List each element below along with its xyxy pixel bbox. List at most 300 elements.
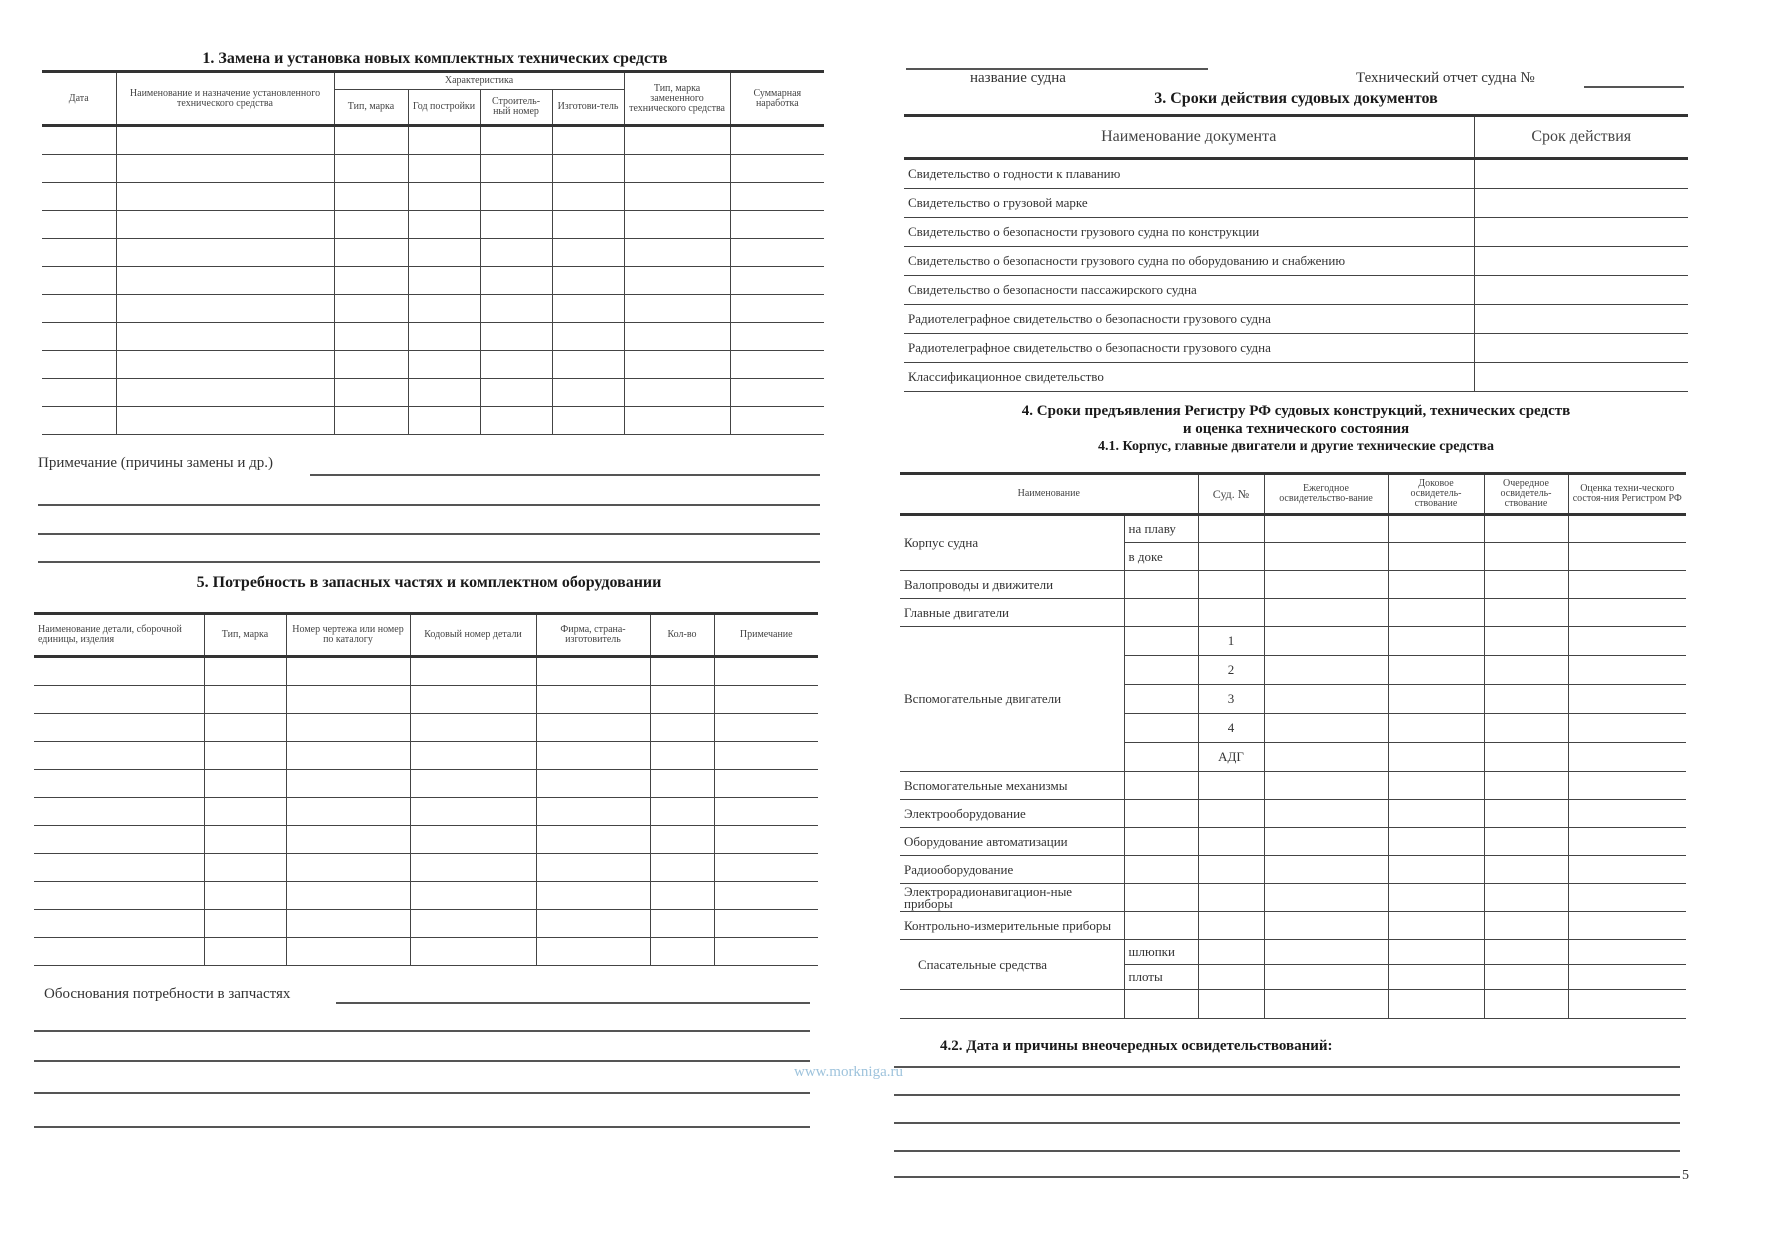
- table-cell[interactable]: [410, 714, 536, 742]
- table-cell[interactable]: [286, 686, 410, 714]
- table-cell[interactable]: [1484, 990, 1568, 1019]
- table-cell[interactable]: [480, 379, 552, 407]
- table-cell[interactable]: [1568, 828, 1686, 856]
- table-cell[interactable]: [42, 379, 116, 407]
- table-cell[interactable]: [116, 267, 334, 295]
- table-cell[interactable]: [900, 990, 1124, 1019]
- table-cell[interactable]: [650, 910, 714, 938]
- table-cell[interactable]: [1484, 940, 1568, 965]
- table-cell[interactable]: [480, 351, 552, 379]
- table-cell[interactable]: [1198, 571, 1264, 599]
- table-cell[interactable]: [42, 126, 116, 155]
- table-cell[interactable]: [334, 295, 408, 323]
- table-cell[interactable]: [624, 267, 730, 295]
- table-cell[interactable]: [1568, 940, 1686, 965]
- table-cell[interactable]: [1484, 884, 1568, 912]
- table-cell[interactable]: [334, 351, 408, 379]
- table-cell[interactable]: [410, 657, 536, 686]
- table-cell[interactable]: [1568, 571, 1686, 599]
- table-cell[interactable]: [1484, 515, 1568, 543]
- page-number: 5: [1682, 1168, 1689, 1183]
- table-cell[interactable]: [1264, 800, 1388, 828]
- table-cell[interactable]: [408, 239, 480, 267]
- table-cell[interactable]: [552, 239, 624, 267]
- table-cell[interactable]: [624, 379, 730, 407]
- table-cell[interactable]: [1388, 714, 1484, 743]
- table-cell[interactable]: [1264, 714, 1388, 743]
- table-cell[interactable]: [1264, 990, 1388, 1019]
- table-cell[interactable]: [1484, 656, 1568, 685]
- table-cell[interactable]: [650, 854, 714, 882]
- table-cell[interactable]: [334, 267, 408, 295]
- justification-line[interactable]: [336, 1002, 810, 1004]
- note-line[interactable]: [38, 504, 820, 506]
- table-cell[interactable]: [334, 239, 408, 267]
- table-cell[interactable]: [1568, 515, 1686, 543]
- validity-cell[interactable]: [1474, 189, 1688, 218]
- table-cell[interactable]: [42, 351, 116, 379]
- reason-line[interactable]: [894, 1176, 1680, 1178]
- table-cell[interactable]: [408, 295, 480, 323]
- table-cell[interactable]: [42, 239, 116, 267]
- table-cell[interactable]: [624, 351, 730, 379]
- table-cell[interactable]: [730, 351, 824, 379]
- table-cell[interactable]: [1388, 965, 1484, 990]
- table-cell[interactable]: [286, 854, 410, 882]
- table-cell[interactable]: [730, 126, 824, 155]
- validity-cell[interactable]: [1474, 276, 1688, 305]
- table-cell[interactable]: [1568, 599, 1686, 627]
- table-cell[interactable]: [1484, 800, 1568, 828]
- table-cell[interactable]: [1264, 965, 1388, 990]
- table-cell[interactable]: [1198, 884, 1264, 912]
- table-cell[interactable]: [410, 826, 536, 854]
- table-cell[interactable]: [480, 126, 552, 155]
- table-cell[interactable]: [34, 798, 204, 826]
- table-cell[interactable]: [1388, 884, 1484, 912]
- table-cell[interactable]: [408, 267, 480, 295]
- table-cell[interactable]: [1124, 856, 1198, 884]
- table-cell[interactable]: [1388, 515, 1484, 543]
- validity-cell[interactable]: [1474, 218, 1688, 247]
- table-cell[interactable]: [1568, 884, 1686, 912]
- table-cell[interactable]: [1568, 912, 1686, 940]
- note-line[interactable]: [38, 533, 820, 535]
- table-cell[interactable]: [730, 379, 824, 407]
- table-cell[interactable]: [1264, 656, 1388, 685]
- table-cell[interactable]: [34, 826, 204, 854]
- table-cell[interactable]: [34, 882, 204, 910]
- table-cell[interactable]: [536, 910, 650, 938]
- justification-line[interactable]: [34, 1092, 810, 1094]
- table-cell[interactable]: [286, 798, 410, 826]
- table-cell[interactable]: [286, 657, 410, 686]
- table-cell[interactable]: [714, 770, 818, 798]
- ship-name-label: название судна: [970, 70, 1066, 86]
- table-cell[interactable]: [1388, 627, 1484, 656]
- table-cell[interactable]: [34, 938, 204, 966]
- table-cell[interactable]: [1198, 912, 1264, 940]
- table-cell[interactable]: [536, 938, 650, 966]
- table-cell[interactable]: [714, 686, 818, 714]
- table-cell[interactable]: [34, 686, 204, 714]
- table-cell[interactable]: [552, 379, 624, 407]
- section5-title: 5. Потребность в запасных частях и комплектном оборудовании: [196, 574, 662, 591]
- table-cell[interactable]: [116, 323, 334, 351]
- validity-cell[interactable]: [1474, 305, 1688, 334]
- table-cell[interactable]: [116, 407, 334, 435]
- table-cell[interactable]: [334, 211, 408, 239]
- table-cell[interactable]: [714, 882, 818, 910]
- table-cell[interactable]: [552, 267, 624, 295]
- table-cell[interactable]: [1568, 800, 1686, 828]
- table-cell[interactable]: [1568, 714, 1686, 743]
- table-cell[interactable]: [42, 183, 116, 211]
- justification-line[interactable]: [34, 1060, 810, 1062]
- table-cell[interactable]: [536, 854, 650, 882]
- table-cell[interactable]: [286, 742, 410, 770]
- note-line[interactable]: [38, 561, 820, 563]
- table-cell[interactable]: [1198, 772, 1264, 800]
- table-cell[interactable]: [1568, 656, 1686, 685]
- table-row: [34, 657, 818, 686]
- table-cell[interactable]: [624, 295, 730, 323]
- table-cell[interactable]: [408, 211, 480, 239]
- table-cell[interactable]: [1198, 515, 1264, 543]
- table-cell[interactable]: [1388, 828, 1484, 856]
- table-cell[interactable]: [408, 323, 480, 351]
- table-cell[interactable]: [730, 239, 824, 267]
- validity-cell[interactable]: [1474, 159, 1688, 189]
- table-cell[interactable]: [34, 854, 204, 882]
- table-cell[interactable]: [624, 126, 730, 155]
- table-cell[interactable]: [730, 211, 824, 239]
- table-cell[interactable]: [334, 379, 408, 407]
- table-cell[interactable]: [334, 183, 408, 211]
- table-cell[interactable]: [552, 295, 624, 323]
- table-cell[interactable]: [1484, 965, 1568, 990]
- table-cell[interactable]: [480, 323, 552, 351]
- table-cell[interactable]: [204, 854, 286, 882]
- table-cell[interactable]: [714, 854, 818, 882]
- table-cell[interactable]: [650, 770, 714, 798]
- table-cell[interactable]: [536, 714, 650, 742]
- table-cell[interactable]: [1388, 543, 1484, 571]
- table-cell[interactable]: [714, 657, 818, 686]
- table-cell[interactable]: [42, 295, 116, 323]
- table-cell[interactable]: [410, 770, 536, 798]
- table-cell[interactable]: [34, 910, 204, 938]
- table-cell[interactable]: [1388, 772, 1484, 800]
- table-cell[interactable]: [1484, 912, 1568, 940]
- table-cell[interactable]: [334, 407, 408, 435]
- table-cell[interactable]: [552, 126, 624, 155]
- table-cell[interactable]: [1124, 656, 1198, 685]
- reason-line[interactable]: [894, 1094, 1680, 1096]
- table-cell[interactable]: [1388, 656, 1484, 685]
- report-number-line[interactable]: [1584, 86, 1684, 88]
- table-cell[interactable]: [1198, 800, 1264, 828]
- table-cell[interactable]: [1388, 856, 1484, 884]
- table-cell[interactable]: [1484, 685, 1568, 714]
- reason-line[interactable]: [894, 1150, 1680, 1152]
- reason-line[interactable]: [894, 1066, 1680, 1068]
- table-cell[interactable]: [204, 826, 286, 854]
- col-header: Номер чертежа или номер по каталогу: [286, 614, 410, 657]
- table-cell[interactable]: [730, 295, 824, 323]
- table-cell[interactable]: [1264, 571, 1388, 599]
- table-cell[interactable]: [650, 714, 714, 742]
- table-cell[interactable]: [116, 155, 334, 183]
- table-cell[interactable]: [1264, 515, 1388, 543]
- table-cell[interactable]: [624, 211, 730, 239]
- table-cell[interactable]: [552, 155, 624, 183]
- table-cell[interactable]: [116, 295, 334, 323]
- table-cell[interactable]: [1264, 599, 1388, 627]
- table-cell[interactable]: [1388, 990, 1484, 1019]
- section41-subtitle: 4.1. Корпус, главные двигатели и другие технические средства: [1097, 439, 1494, 454]
- table-cell[interactable]: [1484, 856, 1568, 884]
- table-cell[interactable]: [1568, 772, 1686, 800]
- table-cell[interactable]: [34, 742, 204, 770]
- table-cell[interactable]: [204, 910, 286, 938]
- table-cell[interactable]: [1388, 800, 1484, 828]
- table-cell[interactable]: [286, 826, 410, 854]
- table-cell[interactable]: [410, 882, 536, 910]
- table-cell[interactable]: [536, 798, 650, 826]
- table-cell[interactable]: [1198, 828, 1264, 856]
- table-cell[interactable]: [1264, 856, 1388, 884]
- table-cell[interactable]: [730, 267, 824, 295]
- table-cell[interactable]: [1484, 599, 1568, 627]
- validity-cell[interactable]: [1474, 363, 1688, 392]
- table-cell[interactable]: [480, 211, 552, 239]
- table-cell[interactable]: [1568, 990, 1686, 1019]
- table-cell[interactable]: [204, 770, 286, 798]
- table-cell[interactable]: [1484, 828, 1568, 856]
- table-row: [900, 990, 1686, 1019]
- table-cell[interactable]: [42, 323, 116, 351]
- table-cell[interactable]: [1264, 884, 1388, 912]
- table-cell[interactable]: [116, 211, 334, 239]
- table-cell[interactable]: [410, 686, 536, 714]
- table-cell[interactable]: [1264, 627, 1388, 656]
- table-cell[interactable]: [552, 323, 624, 351]
- table-cell[interactable]: [480, 239, 552, 267]
- table-cell[interactable]: [624, 155, 730, 183]
- table-cell[interactable]: [730, 183, 824, 211]
- table-cell[interactable]: [536, 657, 650, 686]
- table-cell[interactable]: [1124, 714, 1198, 743]
- table-cell[interactable]: [1124, 990, 1198, 1019]
- section1-title: 1. Замена и установка новых комплектных технических средств: [202, 50, 668, 67]
- table-cell[interactable]: [1264, 912, 1388, 940]
- table-cell[interactable]: [1264, 772, 1388, 800]
- table-cell[interactable]: [1388, 743, 1484, 772]
- table-cell[interactable]: [624, 407, 730, 435]
- table-cell[interactable]: [552, 407, 624, 435]
- table-cell[interactable]: [334, 126, 408, 155]
- table-cell[interactable]: [552, 183, 624, 211]
- table-cell[interactable]: [286, 770, 410, 798]
- table-cell[interactable]: [1388, 940, 1484, 965]
- table-cell[interactable]: [1388, 571, 1484, 599]
- table-cell[interactable]: [1484, 714, 1568, 743]
- table-cell[interactable]: [204, 798, 286, 826]
- table-cell[interactable]: [1568, 543, 1686, 571]
- table-cell[interactable]: [480, 407, 552, 435]
- table-cell[interactable]: [408, 155, 480, 183]
- table-cell[interactable]: [1124, 912, 1198, 940]
- document-name: Свидетельство о безопасности грузового судна по оборудованию и снабжению: [904, 247, 1474, 276]
- table-cell[interactable]: [650, 826, 714, 854]
- table-cell[interactable]: [1124, 599, 1198, 627]
- justification-line[interactable]: [34, 1030, 810, 1032]
- table-cell[interactable]: [286, 714, 410, 742]
- table-cell[interactable]: [650, 742, 714, 770]
- col-dock: Доковое освидетель-ствование: [1388, 474, 1484, 515]
- table-cell[interactable]: [1388, 685, 1484, 714]
- table-cell[interactable]: [1388, 599, 1484, 627]
- table-cell[interactable]: [1484, 743, 1568, 772]
- justification-line[interactable]: [34, 1126, 810, 1128]
- table-cell[interactable]: [714, 910, 818, 938]
- table-cell[interactable]: [552, 351, 624, 379]
- table-cell[interactable]: [408, 351, 480, 379]
- validity-cell[interactable]: [1474, 247, 1688, 276]
- table-cell[interactable]: [650, 686, 714, 714]
- reason-line[interactable]: [894, 1122, 1680, 1124]
- table-cell[interactable]: [1484, 543, 1568, 571]
- table-cell[interactable]: [1198, 990, 1264, 1019]
- table-cell[interactable]: [204, 657, 286, 686]
- table-cell[interactable]: [1124, 627, 1198, 656]
- table-cell[interactable]: [714, 938, 818, 966]
- table-cell[interactable]: [552, 211, 624, 239]
- table-cell[interactable]: [1264, 828, 1388, 856]
- table-cell[interactable]: [34, 657, 204, 686]
- table-cell[interactable]: [1484, 772, 1568, 800]
- table-cell[interactable]: [1198, 965, 1264, 990]
- table-cell[interactable]: [624, 239, 730, 267]
- table-cell[interactable]: [410, 798, 536, 826]
- table-cell[interactable]: [1568, 856, 1686, 884]
- table-cell[interactable]: [1198, 856, 1264, 884]
- table-cell[interactable]: [536, 770, 650, 798]
- table-cell[interactable]: [730, 155, 824, 183]
- table-cell[interactable]: [1124, 571, 1198, 599]
- table-cell[interactable]: [650, 657, 714, 686]
- table-cell[interactable]: [1124, 828, 1198, 856]
- table-cell[interactable]: [42, 267, 116, 295]
- table-cell[interactable]: [730, 407, 824, 435]
- document-row: [904, 159, 1688, 189]
- table-cell[interactable]: [204, 714, 286, 742]
- table-cell[interactable]: [408, 379, 480, 407]
- table-cell[interactable]: [204, 938, 286, 966]
- table-cell[interactable]: [1264, 543, 1388, 571]
- table-cell[interactable]: [1264, 940, 1388, 965]
- table-cell[interactable]: [536, 686, 650, 714]
- table-cell[interactable]: [624, 183, 730, 211]
- note-line[interactable]: [310, 474, 820, 476]
- table-cell[interactable]: [410, 854, 536, 882]
- table-cell[interactable]: [116, 126, 334, 155]
- table-cell[interactable]: [624, 323, 730, 351]
- table-cell[interactable]: [1264, 743, 1388, 772]
- table-cell[interactable]: [650, 798, 714, 826]
- table-cell[interactable]: [1388, 912, 1484, 940]
- validity-cell[interactable]: [1474, 334, 1688, 363]
- table-cell[interactable]: [286, 938, 410, 966]
- table-cell[interactable]: [1124, 884, 1198, 912]
- table-cell[interactable]: [42, 211, 116, 239]
- table-cell[interactable]: [714, 826, 818, 854]
- table-cell[interactable]: [1484, 627, 1568, 656]
- table-cell[interactable]: [536, 826, 650, 854]
- table-cell[interactable]: [650, 938, 714, 966]
- table-cell[interactable]: [408, 407, 480, 435]
- table-cell[interactable]: [714, 714, 818, 742]
- table-cell[interactable]: [536, 742, 650, 770]
- table-cell[interactable]: [714, 798, 818, 826]
- table-cell[interactable]: [480, 295, 552, 323]
- table-cell[interactable]: [334, 323, 408, 351]
- table-cell[interactable]: [334, 155, 408, 183]
- table-cell[interactable]: [1198, 940, 1264, 965]
- table-cell[interactable]: [730, 323, 824, 351]
- table-cell[interactable]: [116, 239, 334, 267]
- table-cell[interactable]: [42, 155, 116, 183]
- table-cell[interactable]: [116, 351, 334, 379]
- table-cell[interactable]: [204, 742, 286, 770]
- table-cell[interactable]: [1568, 965, 1686, 990]
- table-cell[interactable]: [116, 183, 334, 211]
- table-cell[interactable]: [286, 882, 410, 910]
- table-cell[interactable]: [1568, 627, 1686, 656]
- table-cell[interactable]: [34, 714, 204, 742]
- table-cell[interactable]: [1198, 543, 1264, 571]
- table-cell[interactable]: [410, 910, 536, 938]
- table-cell[interactable]: [408, 126, 480, 155]
- table-cell[interactable]: [410, 938, 536, 966]
- table-cell[interactable]: [286, 910, 410, 938]
- table-cell[interactable]: [42, 407, 116, 435]
- table-cell[interactable]: [480, 183, 552, 211]
- table-cell[interactable]: [1264, 685, 1388, 714]
- table-cell[interactable]: [1198, 599, 1264, 627]
- table-cell[interactable]: [116, 379, 334, 407]
- col-document-name: Наименование документа: [904, 116, 1474, 159]
- table-cell[interactable]: [650, 882, 714, 910]
- table-cell[interactable]: [1568, 685, 1686, 714]
- table-cell[interactable]: [410, 742, 536, 770]
- table-cell[interactable]: [34, 770, 204, 798]
- table-cell[interactable]: [480, 267, 552, 295]
- table-cell[interactable]: [408, 183, 480, 211]
- table-cell[interactable]: [1124, 772, 1198, 800]
- table-cell[interactable]: [1568, 743, 1686, 772]
- table-cell[interactable]: [204, 882, 286, 910]
- table-cell[interactable]: [1124, 743, 1198, 772]
- table-cell[interactable]: [1484, 571, 1568, 599]
- table-cell[interactable]: [536, 882, 650, 910]
- table-cell[interactable]: [480, 155, 552, 183]
- table-cell[interactable]: [1124, 685, 1198, 714]
- table-cell[interactable]: [204, 686, 286, 714]
- table-cell[interactable]: [1124, 800, 1198, 828]
- table-cell[interactable]: [714, 742, 818, 770]
